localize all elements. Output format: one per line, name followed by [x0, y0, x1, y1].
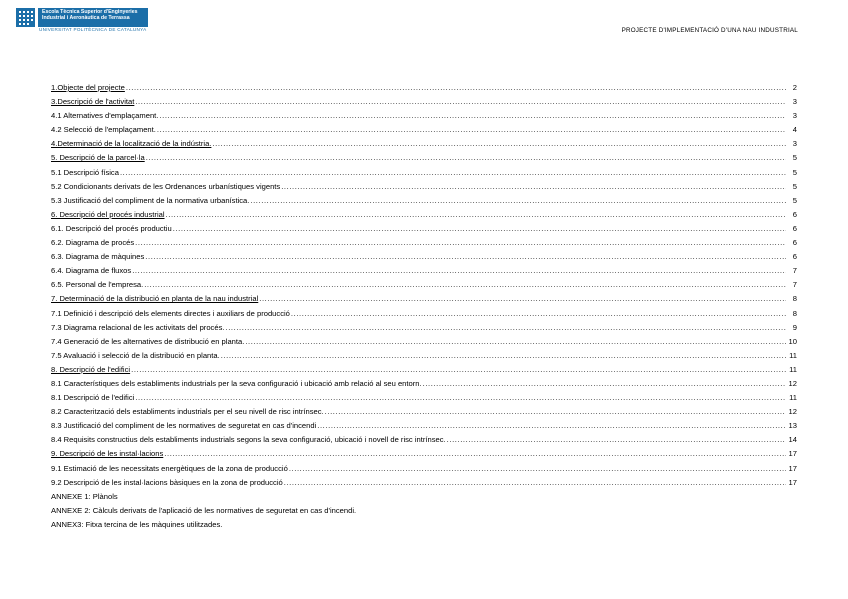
toc-dot-leader — [250, 194, 786, 208]
toc-entry-title: 3.Descripció de l'activitat — [51, 97, 135, 107]
toc-entry-title: 7.5 Avaluació i selecció de la distribució en planta. — [51, 350, 220, 360]
toc-entry-page: 10 — [788, 336, 797, 346]
annex-entry[interactable]: ANNEXE 1: Plànols — [51, 491, 118, 501]
toc-entry-page: 14 — [788, 435, 797, 445]
toc-dot-leader — [145, 250, 786, 264]
logo-line-2: Industrial i Aeronàutica de Terrassa — [42, 15, 130, 22]
toc-entry[interactable] — [51, 250, 797, 264]
school-logo — [16, 8, 148, 27]
toc-entry-page: 7 — [792, 266, 797, 276]
toc-entry-title: 7. Determinació de la distribució en planta de la nau industrial — [51, 294, 259, 304]
toc-entry[interactable] — [51, 151, 797, 165]
toc-dot-leader — [135, 236, 786, 250]
toc-entry-page: 9 — [792, 322, 797, 332]
toc-dot-leader — [135, 95, 786, 109]
toc-entry-page: 5 — [792, 195, 797, 205]
upc-logo-icon — [16, 8, 35, 27]
toc-entry-page: 6 — [792, 238, 797, 248]
toc-entry-page: 12 — [788, 407, 797, 417]
toc-dot-leader — [166, 208, 786, 222]
toc-entry-title: 4.Determinació de la localització de la indústria. — [51, 139, 212, 149]
toc-dot-leader — [212, 137, 786, 151]
toc-entry[interactable] — [51, 137, 797, 151]
toc-dot-leader — [259, 292, 786, 306]
toc-entry-title: 8.4 Requisits constructius dels establiments industrials segons la seva configuració, ubicació i novell de risc intrínsec. — [51, 435, 446, 445]
toc-entry-page: 17 — [788, 463, 797, 473]
toc-entry-title: 9. Descripció de les instal·lacions — [51, 449, 164, 459]
toc-entry-page: 5 — [792, 167, 797, 177]
toc-entry[interactable] — [51, 405, 797, 419]
toc-dot-leader — [146, 151, 786, 165]
toc-entry-title: 9.1 Estimació de les necessitats energètiques de la zona de producció — [51, 463, 288, 473]
toc-entry-page: 13 — [788, 421, 797, 431]
toc-entry-title: 6.4. Diagrama de fluxos — [51, 266, 132, 276]
toc-entry[interactable] — [51, 335, 797, 349]
toc-dot-leader — [131, 363, 786, 377]
toc-entry-page: 17 — [788, 477, 797, 487]
toc-entry-page: 7 — [792, 280, 797, 290]
toc-entry-page: 4 — [792, 125, 797, 135]
logo-line-1: Escola Tècnica Superior d'Enginyeries — [42, 9, 138, 15]
toc-dot-leader — [135, 391, 786, 405]
toc-entry[interactable] — [51, 278, 797, 292]
toc-entry[interactable] — [51, 462, 797, 476]
toc-dot-leader — [291, 307, 786, 321]
toc-entry-page: 6 — [792, 209, 797, 219]
toc-entry[interactable] — [51, 123, 797, 137]
toc-entry[interactable] — [51, 292, 797, 306]
toc-entry-page: 11 — [789, 364, 797, 374]
toc-entry-title: 6.2. Diagrama de procés — [51, 238, 135, 248]
toc-entry-page: 2 — [792, 83, 797, 92]
toc-dot-leader — [126, 81, 786, 95]
toc-entry[interactable] — [51, 166, 797, 180]
toc-entry-title: 7.3 Diagrama relacional de les activitats del procés. — [51, 322, 225, 332]
toc-entry-page: 11 — [789, 393, 797, 403]
toc-entry-title: 7.4 Generació de les alternatives de distribució en planta. — [51, 336, 245, 346]
toc-dot-leader — [164, 447, 786, 461]
toc-entry-page: 3 — [792, 139, 797, 149]
toc-entry[interactable] — [51, 95, 797, 109]
toc-dot-leader — [157, 123, 786, 137]
toc-entry-title: 5.3 Justificació del compliment de la normativa urbanística. — [51, 195, 250, 205]
toc-entry-title: 9.2 Descripció de les instal·lacions bàsiques en la zona de producció — [51, 477, 283, 487]
annex-entry[interactable]: ANNEX3: Fitxa tercina de les màquines utilitzades. — [51, 519, 223, 529]
toc-entry-title: 8.3 Justificació del compliment de les normatives de seguretat en cas d'incendi — [51, 421, 317, 431]
toc-entry-page: 3 — [792, 111, 797, 121]
toc-entry-title: 4.2 Selecció de l'emplaçament. — [51, 125, 156, 135]
toc-entry[interactable] — [51, 377, 797, 391]
logo-subtitle: UNIVERSITAT POLITÈCNICA DE CATALUNYA — [39, 27, 147, 32]
toc-entry-title: 6.1. Descripció del procés productiu — [51, 223, 172, 233]
toc-entry-title: 6.5. Personal de l'empresa. — [51, 280, 144, 290]
toc-entry-page: 8 — [792, 294, 797, 304]
toc-dot-leader — [173, 222, 786, 236]
toc-dot-leader — [447, 433, 786, 447]
toc-entry-title: 5. Descripció de la parcel·la — [51, 153, 145, 163]
toc-entry-title: 8.1 Descripció de l'edifici — [51, 393, 135, 403]
toc-dot-leader — [144, 278, 786, 292]
toc-dot-leader — [225, 321, 786, 335]
toc-entry-title: 8.2 Caracterització dels establiments industrials per el seu nivell de risc intrínsec. — [51, 407, 324, 417]
toc-entry[interactable] — [51, 321, 797, 335]
toc-entry-title: 7.1 Definició i descripció dels elements directes i auxiliars de producció — [51, 308, 290, 318]
toc-entry[interactable] — [51, 180, 797, 194]
toc-entry[interactable] — [51, 433, 797, 447]
toc-dot-leader — [120, 166, 786, 180]
toc-entry-title: 8.1 Característiques dels establiments industrials per la seva configuració i ubicació amb relació al seu entorn. — [51, 378, 422, 388]
toc-entry-title: 6.3. Diagrama de màquines — [51, 252, 145, 262]
toc-entry-page: 12 — [788, 378, 797, 388]
toc-dot-leader — [289, 462, 786, 476]
table-of-contents — [51, 81, 797, 532]
toc-entry[interactable] — [51, 419, 797, 433]
toc-entry-title: 6. Descripció del procés industrial — [51, 209, 165, 219]
toc-entry[interactable] — [51, 264, 797, 278]
page-header-title: PROJECTE D'IMPLEMENTACIÓ D'UNA NAU INDUSTRIAL — [621, 27, 798, 34]
toc-entry-title: 4.1 Alternatives d'emplaçament. — [51, 111, 159, 121]
toc-entry[interactable] — [51, 81, 797, 95]
toc-entry-page: 6 — [792, 223, 797, 233]
toc-entry-page: 17 — [788, 449, 797, 459]
toc-entry[interactable] — [51, 208, 797, 222]
toc-entry[interactable] — [51, 476, 797, 490]
toc-entry[interactable] — [51, 222, 797, 236]
toc-entry[interactable] — [51, 307, 797, 321]
toc-dot-leader — [284, 476, 786, 490]
toc-dot-leader — [245, 335, 786, 349]
toc-entry-title: 8. Descripció de l'edifici — [51, 364, 131, 374]
toc-entry[interactable] — [51, 363, 797, 377]
toc-entry-page: 3 — [792, 97, 797, 107]
toc-dot-leader — [132, 264, 786, 278]
toc-entry-page: 11 — [789, 350, 797, 360]
toc-entry-page: 6 — [792, 252, 797, 262]
annex-entry[interactable]: ANNEXE 2: Càlculs derivats de l'aplicació de les normatives de seguretat en cas d'incendi. — [51, 505, 357, 515]
toc-dot-leader — [325, 405, 786, 419]
toc-entry-title: 5.2 Condicionants derivats de les Ordenances urbanístiques vigents — [51, 181, 281, 191]
toc-entry-page: 8 — [792, 308, 797, 318]
toc-dot-leader — [159, 109, 786, 123]
toc-dot-leader — [423, 377, 786, 391]
logo-text-box — [38, 8, 148, 27]
toc-entry[interactable] — [51, 447, 797, 461]
toc-entry[interactable] — [51, 236, 797, 250]
toc-entry[interactable] — [51, 194, 797, 208]
toc-entry-page: 5 — [792, 153, 797, 163]
toc-dot-leader — [221, 349, 786, 363]
toc-entry-page: 5 — [792, 181, 797, 191]
toc-entry-title: 5.1 Descripció física — [51, 167, 119, 177]
toc-entry[interactable] — [51, 349, 797, 363]
toc-dot-leader — [281, 180, 786, 194]
toc-entry[interactable] — [51, 391, 797, 405]
toc-entry-title: 1.Objecte del projecte — [51, 83, 125, 92]
toc-dot-leader — [317, 419, 786, 433]
toc-entry[interactable] — [51, 109, 797, 123]
